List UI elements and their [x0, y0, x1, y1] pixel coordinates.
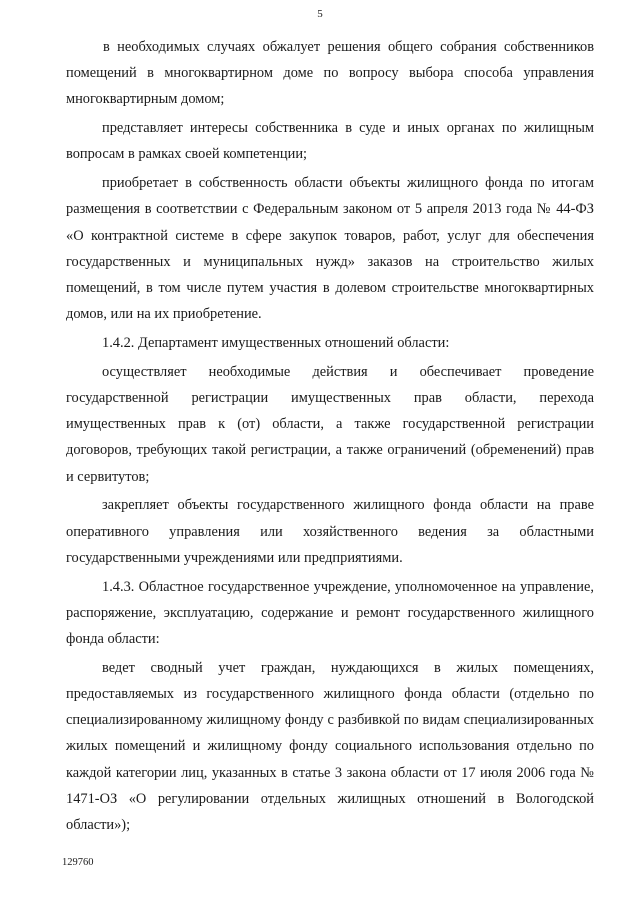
paragraph-represent-interests: представляет интересы собственника в суде и иных органах по жилищным вопросам в рамках своей компетенции;: [66, 120, 594, 163]
document-code: 129760: [62, 857, 94, 868]
document-body: [66, 34, 594, 841]
section-heading-1-4-3: 1.4.3. Областное государственное учреждение, уполномоченное на управление, распоряжение, эксплуатацию, содержание и ремонт государственного жилищного фонда области:: [66, 578, 594, 648]
paragraph-consolidated-record: ведет сводный учет граждан, нуждающихся в жилых помещениях, предоставляемых из государственного жилищного фонда области (отдельно по специализированному жилищному фонду с разбивкой по видам специализированных жилых помещений и жилищному фонду социального использования отдельно по каждой категории лиц, указанных в статье 3 закона области от 17 июля 2006 года № 1471-ОЗ «О регулировании отдельных жилищных отношений в Вологодской области»);: [66, 659, 594, 834]
paragraph-state-registration: осуществляет необходимые действия и обеспечивает проведение государственной регистрации имущественных прав области, перехода имущественных прав к (от) области, а также государственной регистрации договоров, требующих такой регистрации, а также ограничений (обременений) прав и сервитутов;: [66, 363, 594, 485]
paragraph-assign-objects: закрепляет объекты государственного жилищного фонда области на праве оперативного управления или хозяйственного ведения за областными государственными учреждениями или предприятиями.: [66, 497, 594, 566]
section-heading-1-4-2: 1.4.2. Департамент имущественных отношений области:: [102, 335, 450, 352]
paragraph-appeal-decisions: в необходимых случаях обжалует решения общего собрания собственников помещений в многоквартирном доме по вопросу выбора способа управления многоквартирным домом;: [66, 39, 594, 108]
paragraph-acquire-property: приобретает в собственность области объекты жилищного фонда по итогам размещения в соответствии с Федеральным законом от 5 апреля 2013 года № 44-ФЗ «О контрактной системе в сфере закупок товаров, работ, услуг для обеспечения государственных и муниципальных нужд» заказов на строительство жилых помещений, в том числе путем участия в долевом строительстве многоквартирных домов, или на их приобретение.: [66, 175, 594, 323]
page-number: 5: [317, 8, 323, 20]
